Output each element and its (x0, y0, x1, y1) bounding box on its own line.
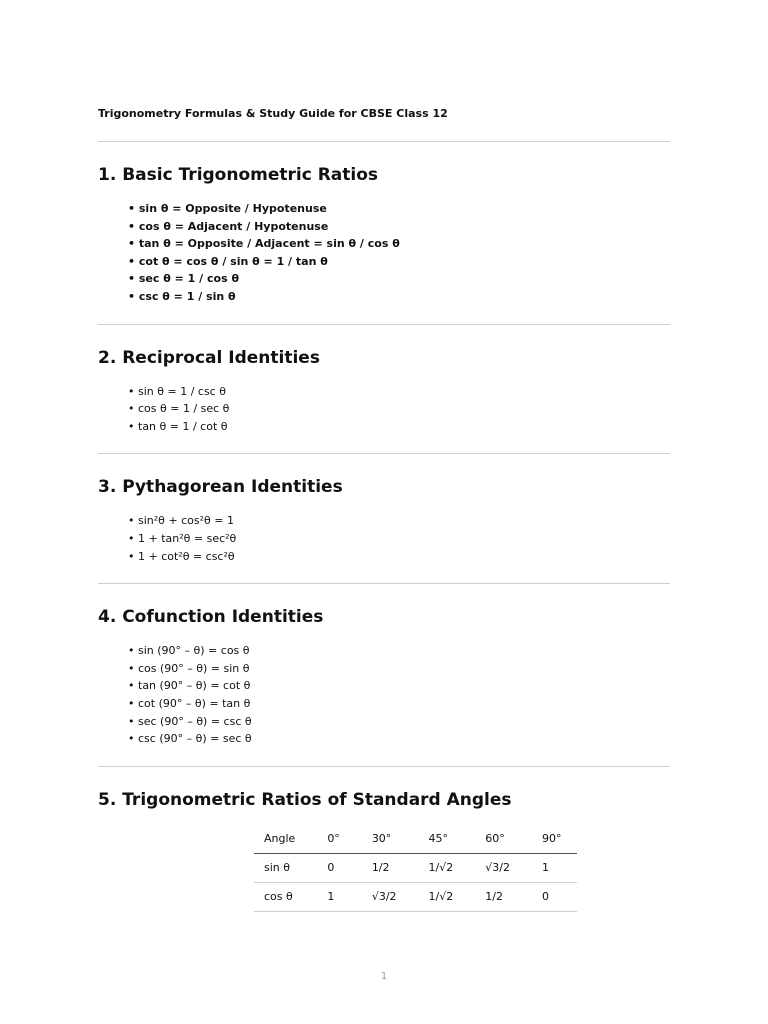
section-title: 2. Reciprocal Identities (98, 347, 320, 368)
formula-list (98, 642, 670, 748)
table-cell: 1 (532, 853, 578, 882)
formula-list (98, 200, 670, 306)
table-row (254, 853, 577, 882)
table-header-cell: 45° (419, 825, 476, 854)
document-page (98, 0, 670, 930)
section-basic-ratios (98, 142, 670, 325)
table-cell: 0 (532, 882, 578, 911)
formula-item: • sin²θ + cos²θ = 1 (128, 512, 670, 530)
formula-item: • cos θ = 1 / sec θ (128, 400, 670, 418)
formula-item: • tan θ = 1 / cot θ (128, 418, 670, 436)
section-title: 5. Trigonometric Ratios of Standard Angles (98, 789, 512, 810)
formula-item: • tan (90° – θ) = cot θ (128, 677, 670, 695)
section-standard-angles (98, 767, 670, 930)
table-cell: 1 (317, 882, 362, 911)
table-cell: 1/√2 (419, 853, 476, 882)
formula-item: • cot θ = cos θ / sin θ = 1 / tan θ (128, 253, 670, 271)
formula-list (98, 512, 670, 565)
section-cofunction-identities (98, 584, 670, 767)
table-cell: 1/2 (475, 882, 532, 911)
formula-item: • csc θ = 1 / sin θ (128, 288, 670, 306)
table-header-cell: 0° (317, 825, 362, 854)
formula-item: • sec (90° – θ) = csc θ (128, 713, 670, 731)
section-reciprocal-identities (98, 325, 670, 455)
table-row (254, 882, 577, 911)
formula-list (98, 383, 670, 436)
table-cell: 1/2 (362, 853, 419, 882)
table-header-row (254, 825, 577, 854)
table-cell: √3/2 (475, 853, 532, 882)
formula-item: • sin θ = 1 / csc θ (128, 383, 670, 401)
section-title: 3. Pythagorean Identities (98, 477, 343, 498)
table-cell: 1/√2 (419, 882, 476, 911)
formula-item: • 1 + tan²θ = sec²θ (128, 530, 670, 548)
formula-item: • 1 + cot²θ = csc²θ (128, 548, 670, 566)
formula-item: • cot (90° – θ) = tan θ (128, 695, 670, 713)
formula-item: • sin (90° – θ) = cos θ (128, 642, 670, 660)
table-header-cell: Angle (254, 825, 317, 854)
formula-item: • cos θ = Adjacent / Hypotenuse (128, 218, 670, 236)
table-header-cell: 60° (475, 825, 532, 854)
formula-item: • sec θ = 1 / cos θ (128, 270, 670, 288)
section-title: 4. Cofunction Identities (98, 607, 324, 628)
formula-item: • tan θ = Opposite / Adjacent = sin θ / cos θ (128, 235, 670, 253)
formula-item: • csc (90° – θ) = sec θ (128, 730, 670, 748)
section-title: 1. Basic Trigonometric Ratios (98, 165, 379, 185)
table-header-cell: 90° (532, 825, 578, 854)
formula-item: • sin θ = Opposite / Hypotenuse (128, 200, 670, 218)
page-number: 1 (380, 971, 388, 982)
table-cell: sin θ (254, 853, 317, 882)
table-header-cell: 30° (362, 825, 419, 854)
table-cell: √3/2 (362, 882, 419, 911)
formula-item: • cos (90° – θ) = sin θ (128, 660, 670, 678)
section-pythagorean-identities (98, 454, 670, 584)
standard-angles-table (254, 825, 577, 912)
table-cell: cos θ (254, 882, 317, 911)
document-header: Trigonometry Formulas & Study Guide for CBSE Class 12 (98, 107, 670, 142)
table-cell: 0 (317, 853, 362, 882)
